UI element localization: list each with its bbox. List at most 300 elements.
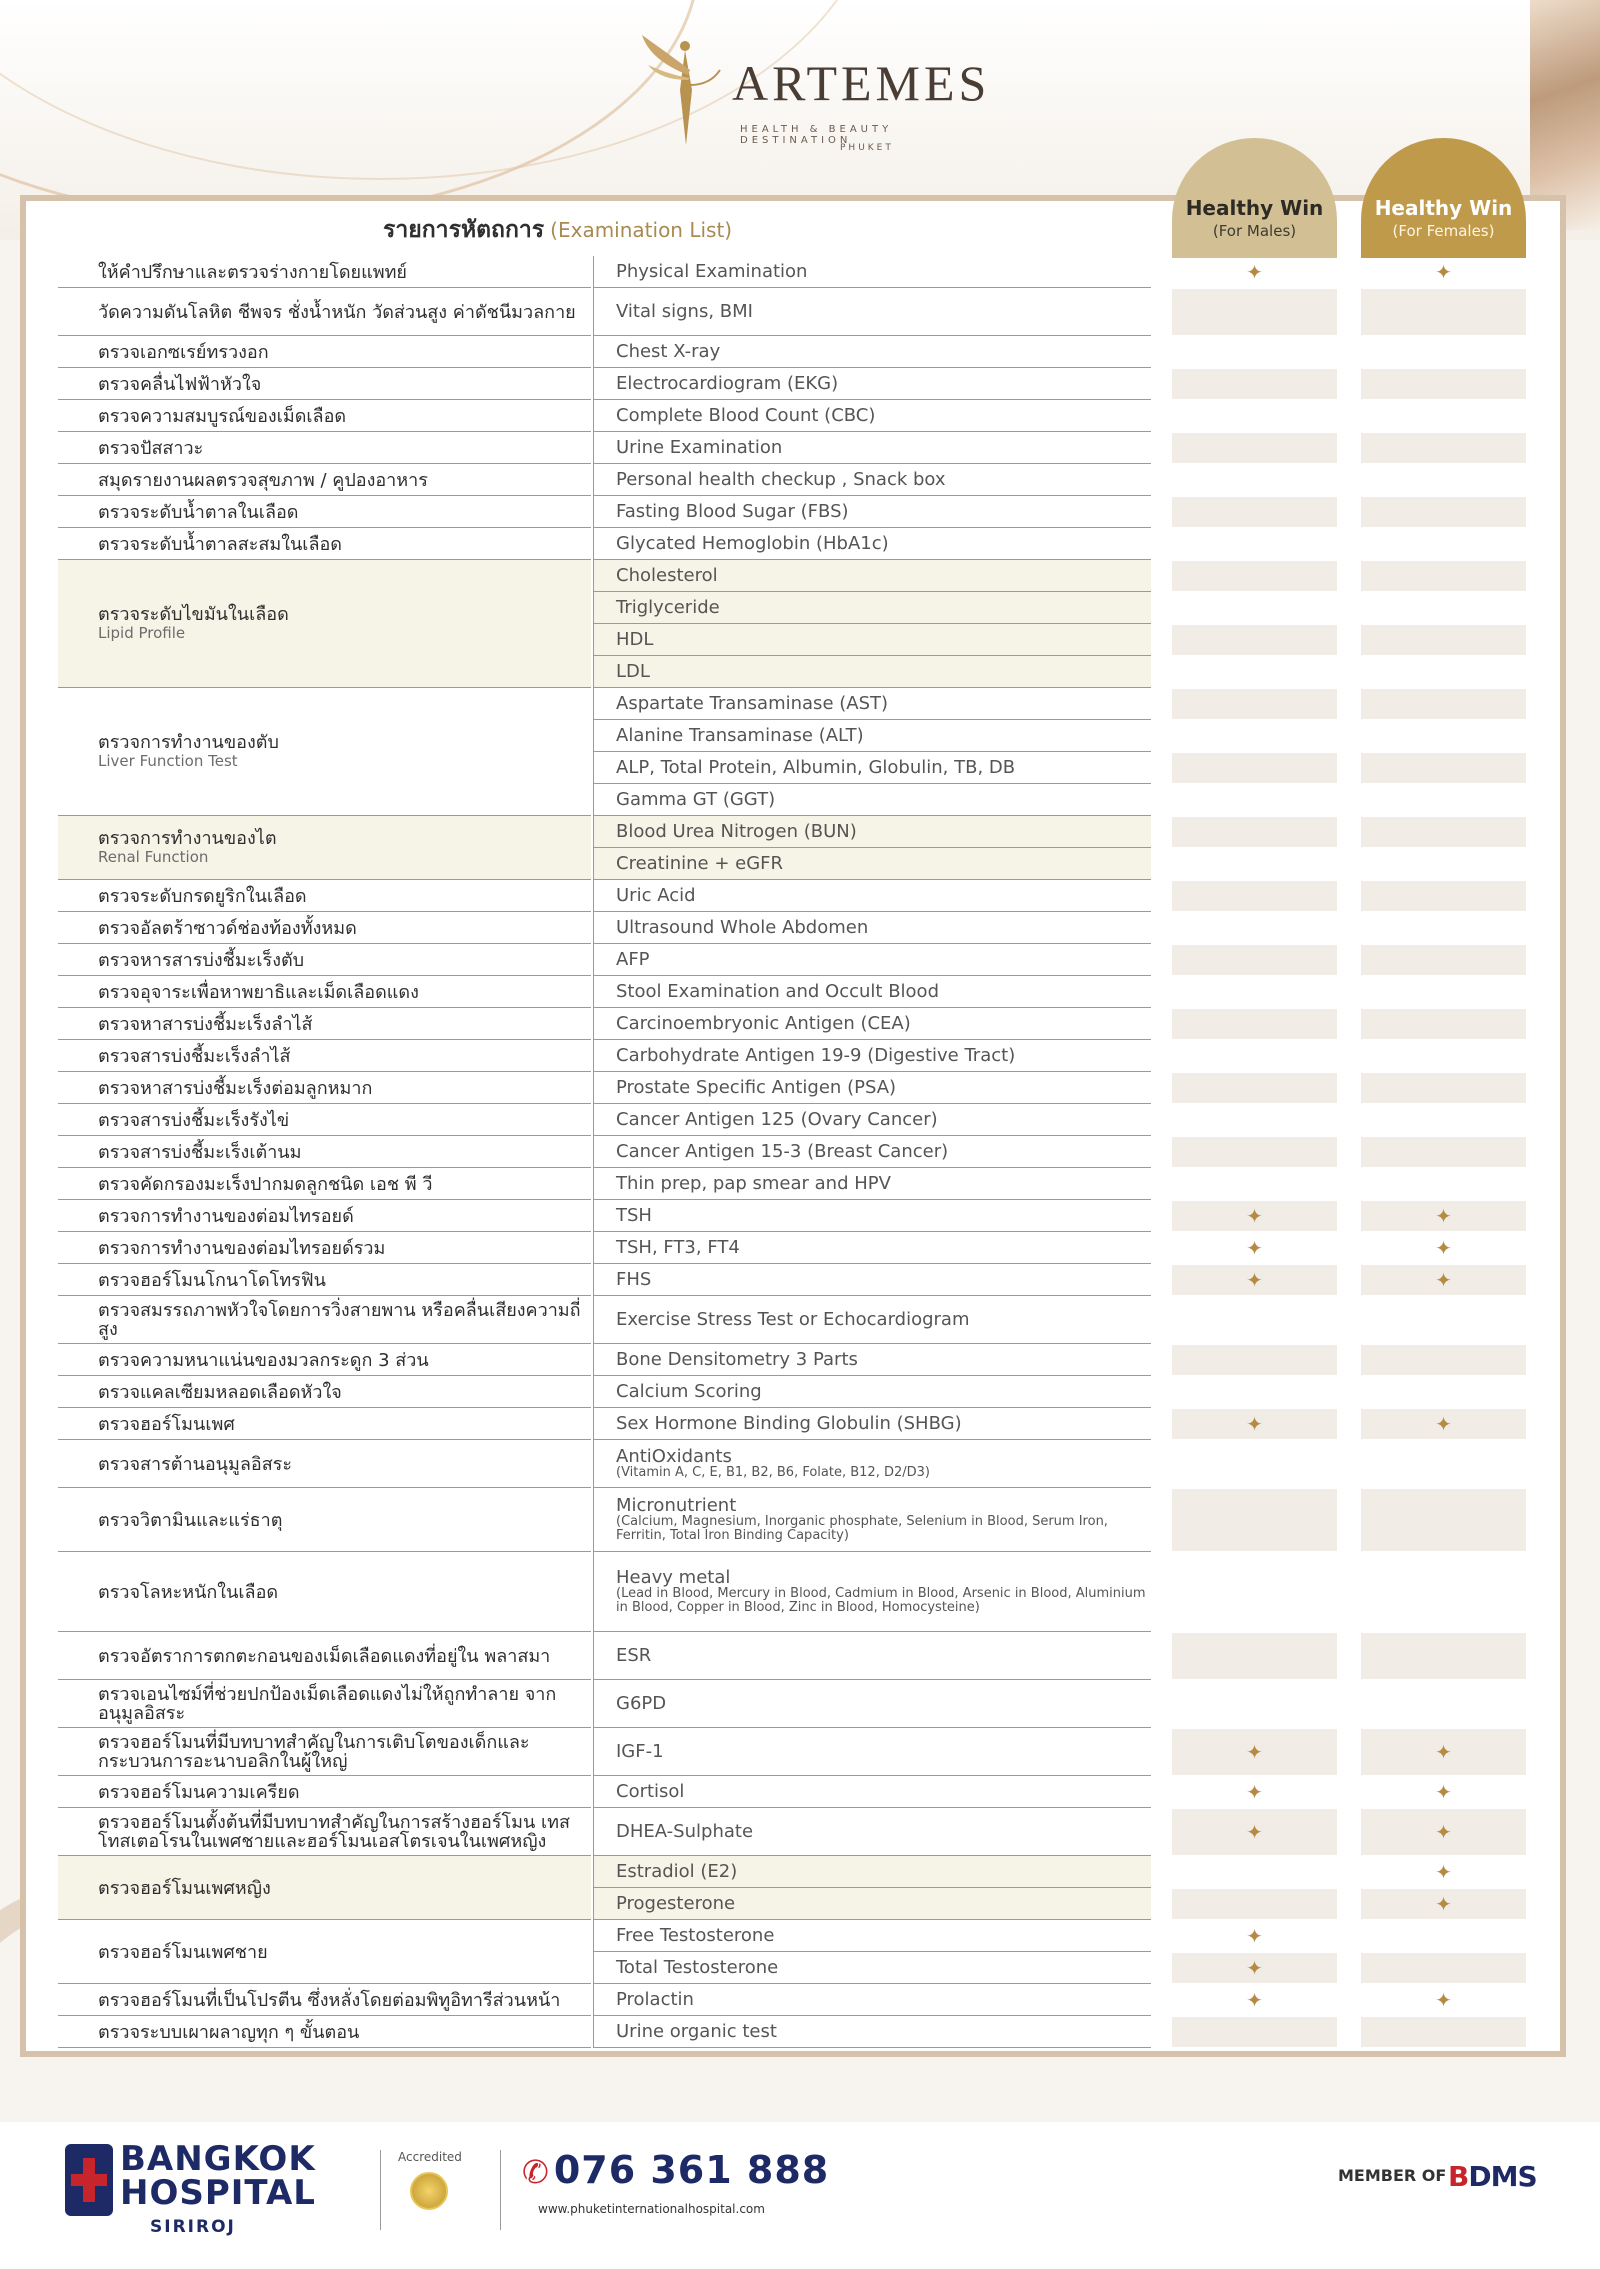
exam-name-english [593, 432, 1151, 464]
male-package-cell [1172, 1857, 1337, 1887]
sparkle-star-icon: ✦ [1435, 1820, 1452, 1844]
exam-english-label: Exercise Stress Test or Echocardiogram [616, 1308, 970, 1330]
male-package-cell [1172, 369, 1337, 399]
exam-english-label: IGF-1 [616, 1740, 664, 1762]
bdms-logo-b: B [1448, 2160, 1469, 2193]
male-package-cell [1172, 1377, 1337, 1407]
exam-name-english [593, 1296, 1151, 1344]
exam-english-label: Bone Densitometry 3 Parts [616, 1348, 858, 1370]
exam-name-english [593, 1200, 1151, 1232]
exam-thai-label: ตรวจฮอร์โมนตั้งต้นที่มีบทบาทสำคัญในการสร้างฮอร์โมน เทสโทสเตอโรนในเพศชายและฮอร์โมนเอสโตรเจนในเพศหญิง [98, 1812, 571, 1852]
exam-english-label: HDL [616, 628, 654, 650]
sparkle-star-icon: ✦ [1435, 1412, 1452, 1436]
female-package-cell [1361, 1553, 1526, 1631]
female-package-cell [1361, 1633, 1526, 1679]
exam-thai-label: ตรวจระดับกรดยูริกในเลือด [98, 885, 307, 907]
exam-name-english [593, 1776, 1151, 1808]
female-package-cell [1361, 497, 1526, 527]
male-package-cell [1172, 1105, 1337, 1135]
female-package-cell [1361, 849, 1526, 879]
sparkle-star-icon: ✦ [1435, 1892, 1452, 1916]
exam-english-label: Prostate Specific Antigen (PSA) [616, 1076, 897, 1098]
exam-name-english [593, 1072, 1151, 1104]
female-package-cell [1361, 1681, 1526, 1727]
exam-english-label: Estradiol (E2) [616, 1860, 738, 1882]
exam-name-thai [58, 1040, 591, 1072]
exam-name-thai [58, 1488, 591, 1552]
sparkle-star-icon: ✦ [1246, 1740, 1263, 1764]
exam-name-english [593, 528, 1151, 560]
exam-thai-label: ตรวจฮอร์โมนเพศ [98, 1413, 235, 1435]
exam-english-label: Heavy metal [616, 1566, 731, 1588]
exam-name-english [593, 1680, 1151, 1728]
exam-name-english [593, 720, 1151, 752]
exam-name-english [593, 1888, 1151, 1920]
exam-thai-label: ตรวจอัลตร้าซาวด์ช่องท้องทั้งหมด [98, 917, 357, 939]
sparkle-star-icon: ✦ [1246, 1204, 1263, 1228]
exam-name-english [593, 656, 1151, 688]
exam-english-subtitle: Renal Function [98, 848, 209, 866]
sparkle-star-icon: ✦ [1435, 1740, 1452, 1764]
divider [500, 2150, 501, 2230]
female-package-cell [1361, 1489, 1526, 1551]
exam-english-label: Aspartate Transaminase (AST) [616, 692, 889, 714]
hospital-name-line2: HOSPITAL [120, 2173, 316, 2213]
exam-english-label: Vital signs, BMI [616, 300, 753, 322]
male-package-cell [1172, 881, 1337, 911]
exam-english-subtitle: Liver Function Test [98, 752, 238, 770]
hospital-name-line1: BANGKOK [120, 2139, 316, 2179]
exam-english-label: Free Testosterone [616, 1924, 775, 1946]
exam-english-label: DHEA-Sulphate [616, 1820, 754, 1842]
exam-english-label: FHS [616, 1268, 652, 1290]
exam-english-subtitle: Lipid Profile [98, 624, 186, 642]
exam-thai-label: ตรวจระดับไขมันในเลือด [98, 604, 289, 625]
male-package-cell [1172, 945, 1337, 975]
exam-thai-label: สมุดรายงานผลตรวจสุขภาพ / คูปองอาหาร [98, 469, 428, 491]
exam-english-detail: (Calcium, Magnesium, Inorganic phosphate, Selenium in Blood, Serum Iron, Ferritin, Total Iron Binding Capacity) [616, 1513, 1108, 1543]
exam-name-english [593, 1232, 1151, 1264]
exam-name-english [593, 560, 1151, 592]
female-package-cell [1361, 1297, 1526, 1343]
exam-english-label: Cholesterol [616, 564, 718, 586]
exam-thai-label: ตรวจความสมบูรณ์ของเม็ดเลือด [98, 405, 347, 427]
female-package-cell [1361, 1889, 1526, 1919]
male-package-cell [1172, 1809, 1337, 1855]
exam-thai-label: ตรวจโลหะหนักในเลือด [98, 1581, 279, 1603]
exam-thai-label: ตรวจฮอร์โมนความเครียด [98, 1781, 300, 1803]
exam-name-english [593, 1040, 1151, 1072]
female-package-cell [1361, 1953, 1526, 1983]
female-package-cell [1361, 1377, 1526, 1407]
exam-english-label: Fasting Blood Sugar (FBS) [616, 500, 849, 522]
female-package-cell [1361, 593, 1526, 623]
female-package-cell [1361, 465, 1526, 495]
exam-name-thai [58, 1776, 591, 1808]
exam-name-english [593, 976, 1151, 1008]
exam-name-thai [58, 1440, 591, 1488]
male-package-cell [1172, 2017, 1337, 2047]
female-package-cell [1361, 913, 1526, 943]
exam-name-english [593, 368, 1151, 400]
female-package-cell [1361, 1921, 1526, 1951]
exam-thai-label: ตรวจแคลเซียมหลอดเลือดหัวใจ [98, 1381, 342, 1403]
exam-name-english [593, 2016, 1151, 2048]
exam-name-thai [58, 1728, 591, 1776]
male-package-cell [1172, 1073, 1337, 1103]
page-title [383, 212, 732, 248]
bangkok-hospital-cross-icon [65, 2144, 113, 2216]
exam-name-english [593, 1920, 1151, 1952]
exam-english-label: Chest X-ray [616, 340, 721, 362]
exam-name-english [593, 1376, 1151, 1408]
hospital-name [120, 2139, 316, 2213]
female-package-cell [1361, 689, 1526, 719]
female-package-cell [1361, 1137, 1526, 1167]
male-package-cell [1172, 529, 1337, 559]
exam-name-english [593, 1168, 1151, 1200]
male-package-cell [1172, 1265, 1337, 1295]
exam-name-thai [58, 1552, 591, 1632]
female-package-cell [1361, 401, 1526, 431]
sparkle-star-icon: ✦ [1246, 1956, 1263, 1980]
exam-name-english [593, 1264, 1151, 1296]
exam-thai-label: ให้คำปรึกษาและตรวจร่างกายโดยแพทย์ [98, 261, 407, 283]
female-package-cell [1361, 289, 1526, 335]
exam-name-english [593, 912, 1151, 944]
exam-name-thai [58, 2016, 591, 2048]
male-package-cell [1172, 1409, 1337, 1439]
exam-name-english [593, 880, 1151, 912]
winged-figure-icon [640, 30, 730, 150]
exam-name-thai [58, 1984, 591, 2016]
hospital-branch: SIRIROJ [150, 2217, 236, 2237]
female-package-cell [1361, 977, 1526, 1007]
exam-thai-label: ตรวจการทำงานของไต [98, 828, 277, 849]
sparkle-star-icon: ✦ [1246, 1924, 1263, 1948]
male-package-cell [1172, 625, 1337, 655]
brand-name: ARTEMES [732, 55, 991, 111]
male-package-cell [1172, 1729, 1337, 1775]
exam-name-english [593, 1984, 1151, 2016]
exam-thai-label: ตรวจการทำงานของตับ [98, 732, 279, 753]
column-female-sub: (For Females) [1392, 222, 1495, 240]
exam-english-label: LDL [616, 660, 650, 682]
exam-name-thai [58, 1632, 591, 1680]
male-package-cell [1172, 1009, 1337, 1039]
exam-name-english [593, 944, 1151, 976]
bdms-logo [1448, 2160, 1537, 2193]
exam-name-thai [58, 816, 591, 880]
column-female-label: Healthy Win [1374, 196, 1513, 220]
exam-english-label: Carbohydrate Antigen 19-9 (Digestive Tract) [616, 1044, 1016, 1066]
exam-english-label: Gamma GT (GGT) [616, 788, 776, 810]
exam-name-thai [58, 912, 591, 944]
exam-english-label: TSH [616, 1204, 652, 1226]
female-package-cell [1361, 625, 1526, 655]
exam-name-thai [58, 288, 591, 336]
female-package-cell [1361, 337, 1526, 367]
sparkle-star-icon: ✦ [1246, 260, 1263, 284]
exam-english-label: Prolactin [616, 1988, 694, 2010]
exam-name-thai [58, 464, 591, 496]
male-package-cell [1172, 1985, 1337, 2015]
exam-thai-label: ตรวจระบบเผาผลาญทุก ๆ ขั้นตอน [98, 2021, 360, 2043]
female-package-cell [1361, 1233, 1526, 1263]
exam-name-thai [58, 400, 591, 432]
exam-name-thai [58, 1008, 591, 1040]
female-package-cell [1361, 1041, 1526, 1071]
exam-name-english [593, 1008, 1151, 1040]
exam-english-label: Total Testosterone [616, 1956, 779, 1978]
male-package-cell [1172, 785, 1337, 815]
female-package-cell [1361, 433, 1526, 463]
female-package-cell [1361, 1441, 1526, 1487]
exam-name-thai [58, 496, 591, 528]
exam-name-thai [58, 256, 591, 288]
exam-thai-label: ตรวจสารต้านอนุมูลอิสระ [98, 1453, 293, 1475]
male-package-cell [1172, 913, 1337, 943]
exam-thai-label: ตรวจการทำงานของต่อมไทรอยด์ [98, 1205, 354, 1227]
exam-name-thai [58, 560, 591, 688]
exam-name-thai [58, 336, 591, 368]
exam-name-english [593, 1728, 1151, 1776]
exam-thai-label: ตรวจฮอร์โมนเพศชาย [98, 1941, 268, 1963]
exam-name-english [593, 1808, 1151, 1856]
exam-name-thai [58, 880, 591, 912]
exam-english-detail: (Lead in Blood, Mercury in Blood, Cadmium in Blood, Arsenic in Blood, Aluminium in Blood, Copper in Blood, Zinc in Blood, Homocysteine) [616, 1585, 1146, 1615]
sparkle-star-icon: ✦ [1435, 1204, 1452, 1228]
exam-english-label: AntiOxidants [616, 1445, 732, 1467]
sparkle-star-icon: ✦ [1435, 1236, 1452, 1260]
exam-name-thai [58, 1920, 591, 1984]
exam-name-english [593, 688, 1151, 720]
exam-english-label: ESR [616, 1644, 652, 1666]
sparkle-star-icon: ✦ [1246, 1988, 1263, 2012]
male-package-cell [1172, 257, 1337, 287]
male-package-cell [1172, 289, 1337, 335]
female-package-cell [1361, 721, 1526, 751]
female-package-cell [1361, 1409, 1526, 1439]
exam-thai-label: ตรวจฮอร์โมนที่มีบทบาทสำคัญในการเติบโตของเด็กและ กระบวนการอะนาบอลิกในผู้ใหญ่ [98, 1732, 530, 1772]
exam-name-thai [58, 528, 591, 560]
title-thai: รายการหัตถการ [383, 217, 545, 243]
female-package-cell [1361, 1985, 1526, 2015]
male-package-cell [1172, 1345, 1337, 1375]
female-package-cell [1361, 1777, 1526, 1807]
male-package-cell [1172, 337, 1337, 367]
exam-thai-label: ตรวจอุจาระเพื่อหาพยาธิและเม็ดเลือดแดง [98, 981, 419, 1003]
exam-name-thai [58, 1680, 591, 1728]
exam-thai-label: ตรวจหาสารบ่งชี้มะเร็งลำไส้ [98, 1013, 313, 1035]
divider [380, 2150, 381, 2230]
exam-thai-label: ตรวจอัตราการตกตะกอนของเม็ดเลือดแดงที่อยู่ใน พลาสมา [98, 1645, 551, 1667]
exam-name-english [593, 1552, 1151, 1632]
exam-english-label: Progesterone [616, 1892, 736, 1914]
accredited-label: Accredited [398, 2150, 462, 2164]
column-male-label: Healthy Win [1185, 196, 1324, 220]
exam-name-thai [58, 1856, 591, 1920]
male-package-cell [1172, 689, 1337, 719]
exam-thai-label: ตรวจฮอร์โมนที่เป็นโปรตีน ซึ่งหลั่งโดยต่อมพิทูอิทารีส่วนหน้า [98, 1989, 561, 2011]
exam-thai-label: วัดความดันโลหิต ชีพจร ชั่งน้ำหนัก วัดส่วนสูง ค่าดัชนีมวลกาย [98, 301, 576, 323]
exam-thai-label: ตรวจการทำงานของต่อมไทรอยด์รวม [98, 1237, 386, 1259]
exam-thai-label: ตรวจหารสารบ่งชี้มะเร็งตับ [98, 949, 305, 971]
accreditation-seal-icon [410, 2172, 448, 2210]
exam-name-english [593, 1344, 1151, 1376]
exam-name-thai [58, 1168, 591, 1200]
exam-name-thai [58, 1408, 591, 1440]
female-package-cell [1361, 1169, 1526, 1199]
brand-location: PHUKET [840, 143, 894, 153]
male-package-cell [1172, 1297, 1337, 1343]
exam-english-label: Carcinoembryonic Antigen (CEA) [616, 1012, 911, 1034]
exam-name-thai [58, 1232, 591, 1264]
male-package-cell [1172, 497, 1337, 527]
exam-thai-label: ตรวจสมรรถภาพหัวใจโดยการวิ่งสายพาน หรือคลื่นเสียงความถี่สูง [98, 1300, 581, 1340]
exam-name-thai [58, 1264, 591, 1296]
male-package-cell [1172, 1137, 1337, 1167]
exam-name-english [593, 1136, 1151, 1168]
exam-name-thai [58, 688, 591, 816]
exam-name-english [593, 624, 1151, 656]
female-package-cell [1361, 657, 1526, 687]
female-package-cell [1361, 1809, 1526, 1855]
male-package-cell [1172, 977, 1337, 1007]
exam-english-detail: (Vitamin A, C, E, B1, B2, B6, Folate, B12, D2/D3) [616, 1464, 930, 1480]
male-package-cell [1172, 753, 1337, 783]
male-package-cell [1172, 849, 1337, 879]
female-package-cell [1361, 881, 1526, 911]
exam-english-label: Glycated Hemoglobin (HbA1c) [616, 532, 889, 554]
exam-name-english [593, 784, 1151, 816]
exam-english-label: Complete Blood Count (CBC) [616, 404, 876, 426]
sparkle-star-icon: ✦ [1435, 1860, 1452, 1884]
male-package-cell [1172, 1041, 1337, 1071]
male-package-cell [1172, 1633, 1337, 1679]
exam-thai-label: ตรวจปัสสาวะ [98, 437, 204, 459]
exam-name-english [593, 256, 1151, 288]
exam-thai-label: ตรวจคลื่นไฟฟ้าหัวใจ [98, 373, 262, 395]
male-package-cell [1172, 657, 1337, 687]
sparkle-star-icon: ✦ [1435, 1988, 1452, 2012]
exam-name-english [593, 336, 1151, 368]
male-package-cell [1172, 433, 1337, 463]
exam-name-english [593, 288, 1151, 336]
sparkle-star-icon: ✦ [1246, 1236, 1263, 1260]
exam-name-english [593, 752, 1151, 784]
female-package-cell [1361, 1345, 1526, 1375]
exam-name-thai [58, 1072, 591, 1104]
exam-english-label: Thin prep, pap smear and HPV [616, 1172, 891, 1194]
male-package-cell [1172, 1169, 1337, 1199]
exam-name-thai [58, 432, 591, 464]
male-package-cell [1172, 1441, 1337, 1487]
exam-name-english [593, 1952, 1151, 1984]
female-package-cell [1361, 2017, 1526, 2047]
phone-icon: ✆ [522, 2153, 550, 2191]
exam-english-label: Cancer Antigen 15-3 (Breast Cancer) [616, 1140, 949, 1162]
male-package-cell [1172, 1921, 1337, 1951]
sparkle-star-icon: ✦ [1246, 1268, 1263, 1292]
exam-name-thai [58, 1808, 591, 1856]
male-package-cell [1172, 401, 1337, 431]
brand-tagline: HEALTH & BEAUTY DESTINATION [740, 124, 893, 146]
exam-name-english [593, 1632, 1151, 1680]
male-package-cell [1172, 817, 1337, 847]
bdms-logo-text: DMS [1468, 2160, 1537, 2193]
female-package-cell [1361, 817, 1526, 847]
phone-number[interactable] [522, 2148, 829, 2192]
exam-english-label: TSH, FT3, FT4 [616, 1236, 740, 1258]
female-package-cell [1361, 945, 1526, 975]
column-male-sub: (For Males) [1212, 222, 1297, 240]
male-package-cell [1172, 1777, 1337, 1807]
footer [0, 2122, 1600, 2269]
exam-english-label: Micronutrient [616, 1494, 737, 1516]
exam-name-english [593, 464, 1151, 496]
exam-english-label: Cancer Antigen 125 (Ovary Cancer) [616, 1108, 938, 1130]
row-divider [58, 2047, 591, 2048]
exam-name-english [593, 592, 1151, 624]
exam-name-thai [58, 1296, 591, 1344]
sparkle-star-icon: ✦ [1435, 1780, 1452, 1804]
exam-name-thai [58, 944, 591, 976]
exam-english-label: Personal health checkup , Snack box [616, 468, 946, 490]
female-package-cell [1361, 1009, 1526, 1039]
exam-thai-label: ตรวจเอกซเรย์ทรวงอก [98, 341, 269, 363]
male-package-cell [1172, 593, 1337, 623]
male-package-cell [1172, 1201, 1337, 1231]
male-package-cell [1172, 1553, 1337, 1631]
female-package-cell [1361, 561, 1526, 591]
website-link[interactable]: www.phuketinternationalhospital.com [538, 2202, 765, 2216]
exam-english-label: AFP [616, 948, 650, 970]
exam-english-label: Ultrasound Whole Abdomen [616, 916, 869, 938]
exam-english-label: Electrocardiogram (EKG) [616, 372, 839, 394]
exam-name-english [593, 1408, 1151, 1440]
female-package-cell [1361, 1729, 1526, 1775]
exam-english-label: Uric Acid [616, 884, 696, 906]
sparkle-star-icon: ✦ [1435, 260, 1452, 284]
male-package-cell [1172, 721, 1337, 751]
male-package-cell [1172, 1889, 1337, 1919]
sparkle-star-icon: ✦ [1246, 1780, 1263, 1804]
exam-thai-label: ตรวจระดับน้ำตาลสะสมในเลือด [98, 533, 342, 555]
male-package-cell [1172, 1233, 1337, 1263]
exam-thai-label: ตรวจระดับน้ำตาลในเลือด [98, 501, 299, 523]
exam-name-thai [58, 976, 591, 1008]
exam-thai-label: ตรวจฮอร์โมนเพศหญิง [98, 1877, 271, 1899]
exam-name-english [593, 1488, 1151, 1552]
exam-thai-label: ตรวจสารบ่งชี้มะเร็งลำไส้ [98, 1045, 291, 1067]
female-package-cell [1361, 1201, 1526, 1231]
sparkle-star-icon: ✦ [1435, 1268, 1452, 1292]
exam-english-label: Blood Urea Nitrogen (BUN) [616, 820, 857, 842]
exam-thai-label: ตรวจสารบ่งชี้มะเร็งรังไข่ [98, 1109, 290, 1131]
exam-name-english [593, 400, 1151, 432]
exam-english-label: ALP, Total Protein, Albumin, Globulin, TB, DB [616, 756, 1016, 778]
exam-name-thai [58, 1104, 591, 1136]
title-english: (Examination List) [550, 218, 733, 242]
female-package-cell [1361, 785, 1526, 815]
female-package-cell [1361, 369, 1526, 399]
exam-english-label: G6PD [616, 1692, 667, 1714]
exam-name-english [593, 1856, 1151, 1888]
exam-english-label: Urine organic test [616, 2020, 777, 2042]
male-package-cell [1172, 561, 1337, 591]
exam-name-english [593, 816, 1151, 848]
